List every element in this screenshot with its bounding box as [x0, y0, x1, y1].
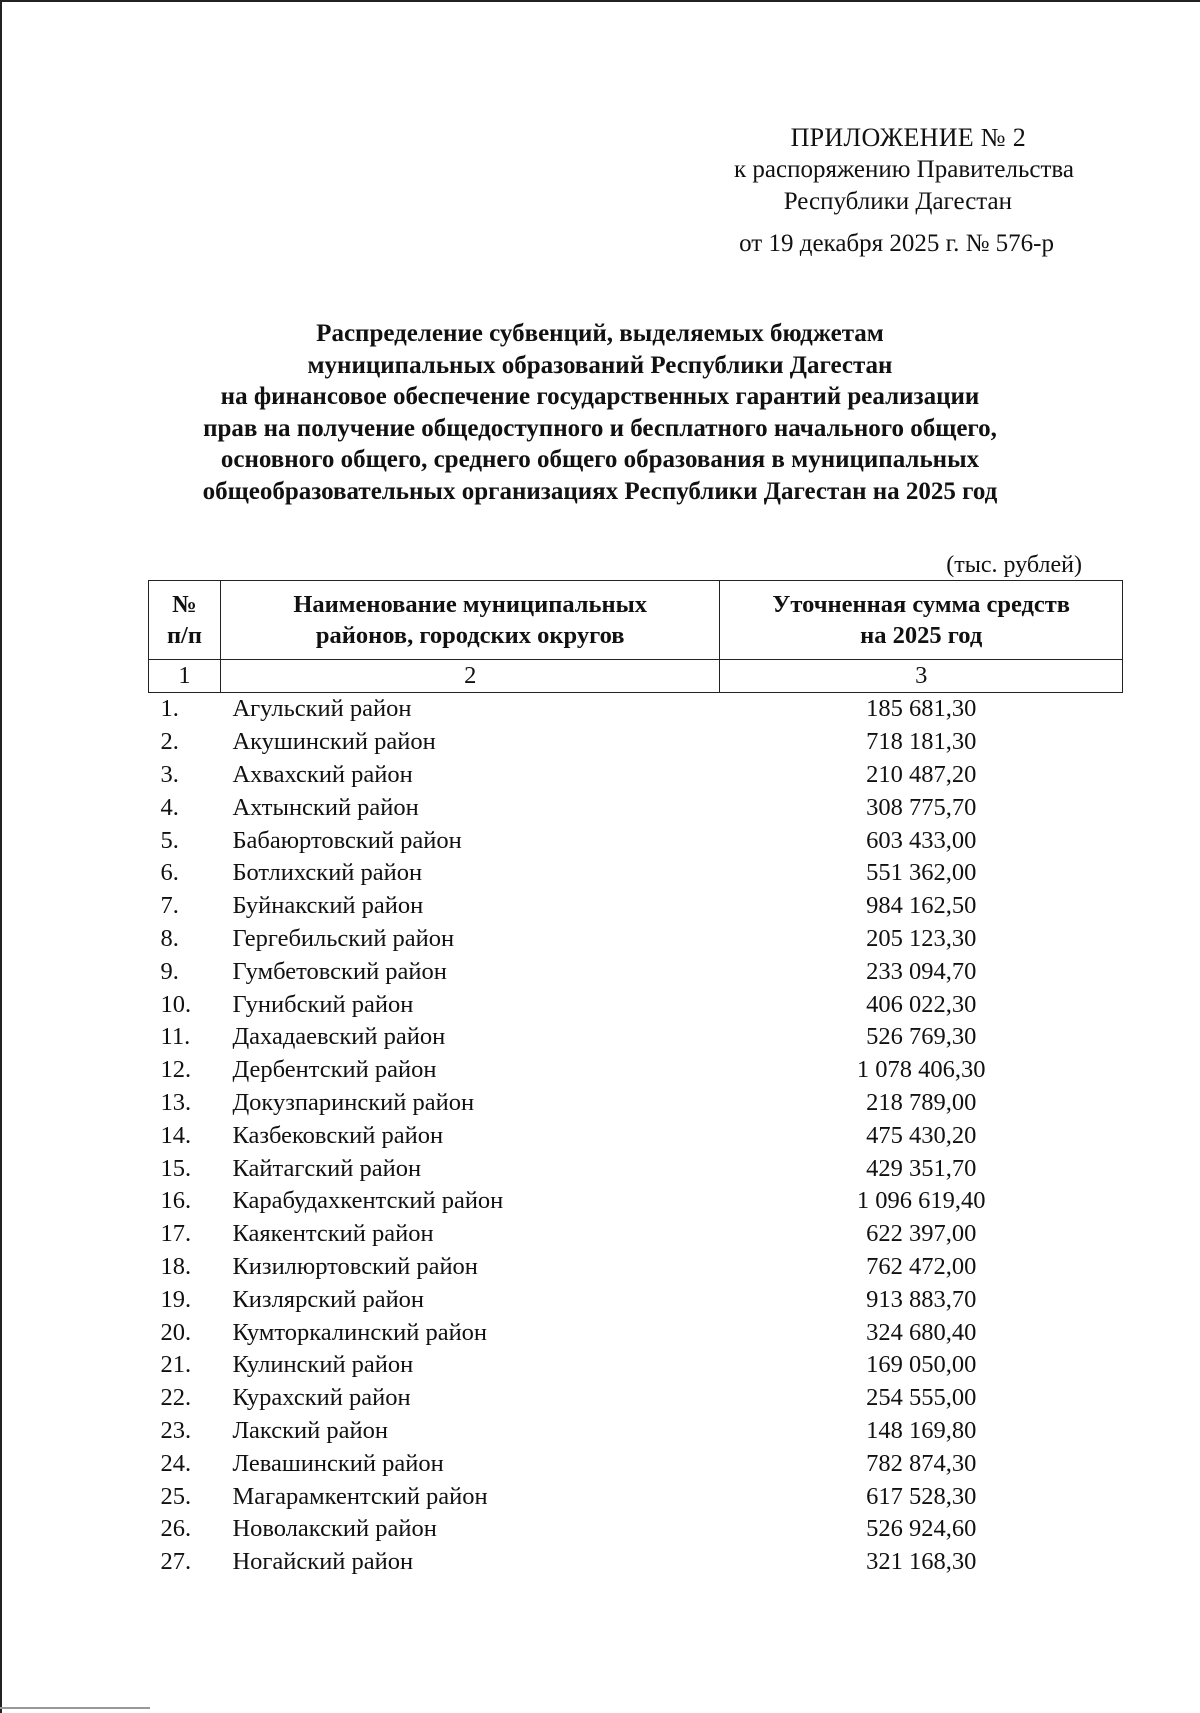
document-title [150, 318, 1050, 507]
table-row [149, 1251, 1123, 1284]
district-name: Буйнакский район [232, 892, 424, 920]
district-name: Ногайский район [232, 1548, 414, 1576]
scan-edge-top [0, 0, 1200, 2]
table-row [149, 1283, 1123, 1316]
district-name: Магарамкентский район [232, 1482, 488, 1510]
district-amount: 185 681,30 [866, 695, 977, 723]
district-name: Левашинский район [232, 1449, 444, 1477]
row-number: 4. [160, 793, 179, 821]
row-number: 24. [160, 1449, 192, 1477]
title-line-6: общеобразовательных организациях Республики Дагестан на 2025 год [202, 477, 998, 505]
row-number: 9. [160, 957, 179, 985]
district-name: Дербентский район [232, 1056, 437, 1084]
table-header-row [149, 581, 1123, 660]
district-name: Кизлярский район [232, 1285, 425, 1313]
table-row [149, 955, 1123, 988]
table-row [149, 923, 1123, 956]
row-number: 3. [160, 760, 179, 788]
district-name: Ахтынский район [232, 793, 419, 821]
district-amount: 475 430,20 [866, 1121, 977, 1149]
row-number: 20. [160, 1318, 192, 1346]
district-name: Казбековский район [232, 1121, 444, 1149]
table-row [149, 1447, 1123, 1480]
district-name: Акушинский район [232, 728, 436, 756]
row-number: 10. [160, 990, 192, 1018]
units-label: (тыс. рублей) [946, 552, 1082, 578]
table-row [149, 1546, 1123, 1579]
row-number: 23. [160, 1416, 192, 1444]
district-amount: 429 351,70 [866, 1154, 977, 1182]
header-num-line-1: № [172, 591, 197, 618]
district-amount: 254 555,00 [866, 1384, 977, 1412]
table-row [149, 1185, 1123, 1218]
table-row [149, 1152, 1123, 1185]
title-line-5: основного общего, среднего общего образования в муниципальных [220, 446, 980, 473]
district-amount: 1 096 619,40 [856, 1187, 986, 1215]
column-number: 1 [149, 660, 221, 693]
header-name [220, 581, 720, 660]
table-row [149, 1054, 1123, 1087]
appendix-republic: Республики Дагестан [783, 188, 1012, 215]
row-number: 14. [160, 1121, 192, 1149]
table-row [149, 988, 1123, 1021]
row-number: 12. [160, 1056, 192, 1084]
district-name: Каякентский район [232, 1220, 434, 1248]
table-row [149, 1087, 1123, 1120]
row-number: 19. [160, 1285, 192, 1313]
district-name: Новолакский район [232, 1515, 437, 1543]
row-number: 13. [160, 1088, 192, 1116]
table-row [149, 857, 1123, 890]
header-sum-line-2: на 2025 год [860, 622, 983, 649]
district-amount: 526 769,30 [866, 1023, 977, 1051]
district-name: Гергебильский район [232, 924, 455, 952]
row-number: 8. [160, 924, 179, 952]
row-number: 21. [160, 1351, 192, 1379]
row-number: 15. [160, 1154, 192, 1182]
district-name: Кулинский район [232, 1351, 414, 1379]
district-name: Лакский район [232, 1416, 388, 1444]
row-number: 11. [160, 1023, 191, 1051]
appendix-date-number: от 19 декабря 2025 г. № 576-р [739, 230, 1054, 257]
table-row [149, 1415, 1123, 1448]
table-row [149, 791, 1123, 824]
row-number: 2. [160, 728, 179, 756]
district-amount: 526 924,60 [866, 1515, 977, 1543]
district-name: Карабудахкентский район [232, 1187, 504, 1215]
district-amount: 321 168,30 [866, 1548, 977, 1576]
district-amount: 762 472,00 [866, 1252, 977, 1280]
district-amount: 603 433,00 [866, 826, 977, 854]
appendix-title: ПРИЛОЖЕНИЕ № 2 [790, 123, 1026, 152]
district-amount: 913 883,70 [866, 1285, 977, 1313]
district-amount: 148 169,80 [866, 1416, 977, 1444]
row-number: 7. [160, 892, 179, 920]
column-number: 3 [720, 660, 1123, 693]
table-row [149, 726, 1123, 759]
table-row [149, 693, 1123, 726]
appendix-block [574, 122, 1074, 260]
column-number: 2 [220, 660, 720, 693]
district-amount: 718 181,30 [866, 728, 977, 756]
district-name: Кайтагский район [232, 1154, 422, 1182]
district-amount: 551 362,00 [866, 859, 977, 887]
row-number: 16. [160, 1187, 192, 1215]
district-amount: 782 874,30 [866, 1449, 977, 1477]
appendix-reference: к распоряжению Правительства [733, 156, 1074, 183]
district-name: Дахадаевский район [232, 1023, 446, 1051]
row-number: 17. [160, 1220, 192, 1248]
district-name: Бабаюртовский район [232, 826, 462, 854]
table-row [149, 1349, 1123, 1382]
header-num-line-2: п/п [166, 622, 202, 649]
scan-edge-left [0, 0, 2, 1713]
table-row [149, 759, 1123, 792]
district-name: Агульский район [232, 695, 412, 723]
district-name: Ботлихский район [232, 859, 423, 887]
table-row [149, 1021, 1123, 1054]
header-sum-line-1: Уточненная сумма средств [772, 591, 1071, 618]
row-number: 1. [160, 695, 179, 723]
district-amount: 308 775,70 [866, 793, 977, 821]
district-name: Курахский район [232, 1384, 411, 1412]
title-line-4: прав на получение общедоступного и бесплатного начального общего, [203, 414, 997, 442]
district-name: Кизилюртовский район [232, 1252, 478, 1280]
row-number: 6. [160, 859, 179, 887]
table-row [149, 1480, 1123, 1513]
table-row [149, 1218, 1123, 1251]
district-amount: 169 050,00 [866, 1351, 977, 1379]
scan-edge-bottom [0, 1707, 150, 1709]
header-sum [720, 581, 1123, 660]
district-name: Гумбетовский район [232, 957, 447, 985]
district-amount: 984 162,50 [866, 892, 977, 920]
table-row [149, 890, 1123, 923]
title-line-3: на финансовое обеспечение государственных гарантий реализации [220, 383, 980, 410]
district-amount: 233 094,70 [866, 957, 977, 985]
district-amount: 324 680,40 [866, 1318, 977, 1346]
district-name: Гунибский район [232, 990, 414, 1018]
row-number: 25. [160, 1482, 192, 1510]
header-name-line-1: Наименование муниципальных [293, 591, 647, 618]
table-row [149, 1513, 1123, 1546]
district-name: Кумторкалинский район [232, 1318, 488, 1346]
row-number: 18. [160, 1252, 192, 1280]
row-number: 5. [160, 826, 179, 854]
district-amount: 1 078 406,30 [856, 1056, 986, 1084]
table-row [149, 1382, 1123, 1415]
subvention-table [148, 580, 1123, 1579]
header-num [149, 581, 221, 660]
row-number: 22. [160, 1384, 192, 1412]
district-amount: 218 789,00 [866, 1088, 977, 1116]
district-amount: 210 487,20 [866, 760, 977, 788]
row-number: 26. [160, 1515, 192, 1543]
district-name: Ахвахский район [232, 760, 413, 788]
column-number-row [149, 660, 1123, 693]
header-name-line-2: районов, городских округов [315, 622, 625, 649]
district-amount: 205 123,30 [866, 924, 977, 952]
table-row [149, 824, 1123, 857]
title-line-1: Распределение субвенций, выделяемых бюджетам [316, 320, 884, 347]
district-name: Докузпаринский район [232, 1088, 475, 1116]
district-amount: 617 528,30 [866, 1482, 977, 1510]
title-line-2: муниципальных образований Республики Дагестан [307, 351, 893, 379]
table-row [149, 1316, 1123, 1349]
table-row [149, 1119, 1123, 1152]
row-number: 27. [160, 1548, 192, 1576]
district-amount: 406 022,30 [866, 990, 977, 1018]
district-amount: 622 397,00 [866, 1220, 977, 1248]
